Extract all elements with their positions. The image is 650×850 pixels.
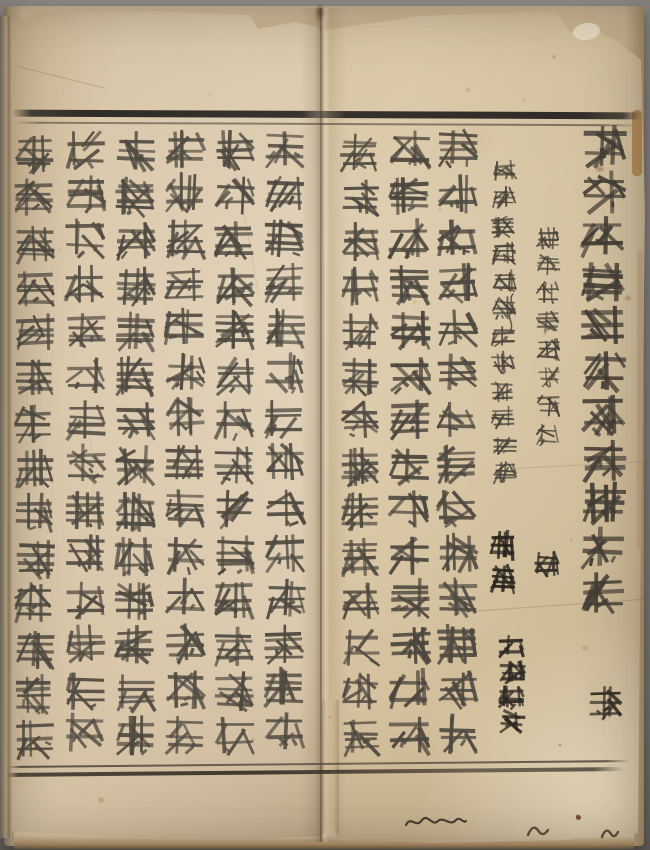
right-edge-sliver-2 [637,250,643,550]
right-edge-sliver [632,110,642,176]
fold-gap-bottom [321,700,339,834]
fold-notch-top [313,4,327,32]
left-binding-edge [0,16,12,838]
